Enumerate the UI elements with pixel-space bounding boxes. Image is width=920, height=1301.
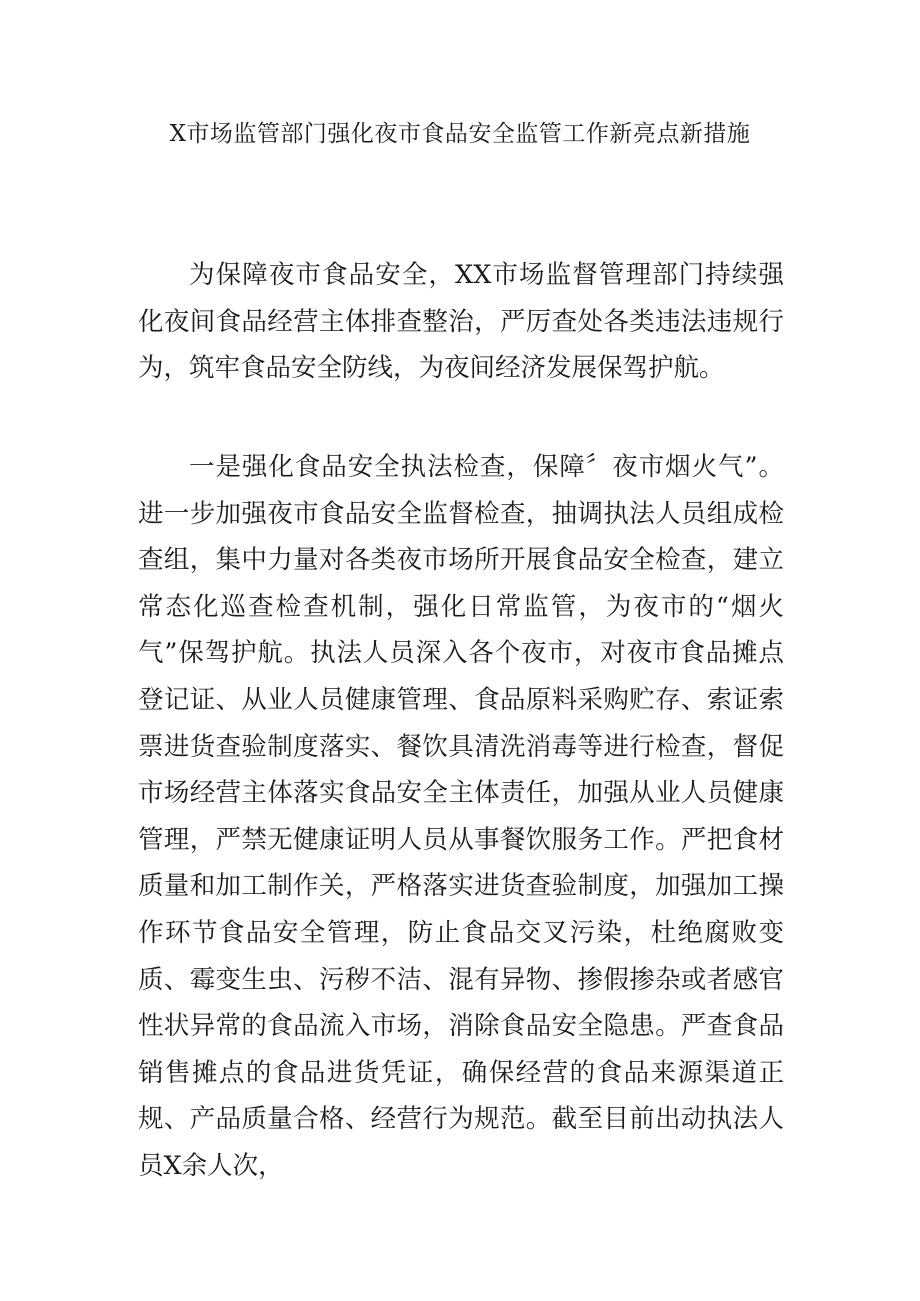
paragraph-enforcement-inspection: 一是强化食品安全执法检查，保障〞夜市烟火气”。进一步加强夜市食品安全监督检查，抽调执法人员组成检查组，集中力量对各类夜市场所开展食品安全检查，建立常态化巡查检查机制，强化日常监管，为夜市的“烟火气”保驾护航。执法人员深入各个夜市，对夜市食品摊点登记证、从业人员健康管理、食品原料采购贮存、索证索票进货查验制度落实、餐饮具清洗消毒等进行检查，督促市场经营主体落实食品安全主体责任，加强从业人员健康管理，严禁无健康证明人员从事餐饮服务工作。严把食材质量和加工制作关，严格落实进货查验制度，加强加工操作环节食品安全管理，防止食品交叉污染，杜绝腐败变质、霉变生虫、污秽不洁、混有异物、掺假掺杂或者感官性状异常的食品流入市场，消除食品安全隐患。严查食品销售摊点的食品进货凭证，确保经营的食品来源渠道正规、产品质量合格、经营行为规范。截至目前出动执法人员X余人次， <box>138 452 784 1181</box>
document-title: X市场监管部门强化夜市食品安全监管工作新亮点新措施 <box>169 121 751 147</box>
paragraph-intro: 为保障夜市食品安全，XX市场监督管理部门持续强化夜间食品经营主体排查整治，严厉查处各类违法违规行为，筑牢食品安全防线，为夜间经济发展保驾护航。 <box>138 260 784 384</box>
